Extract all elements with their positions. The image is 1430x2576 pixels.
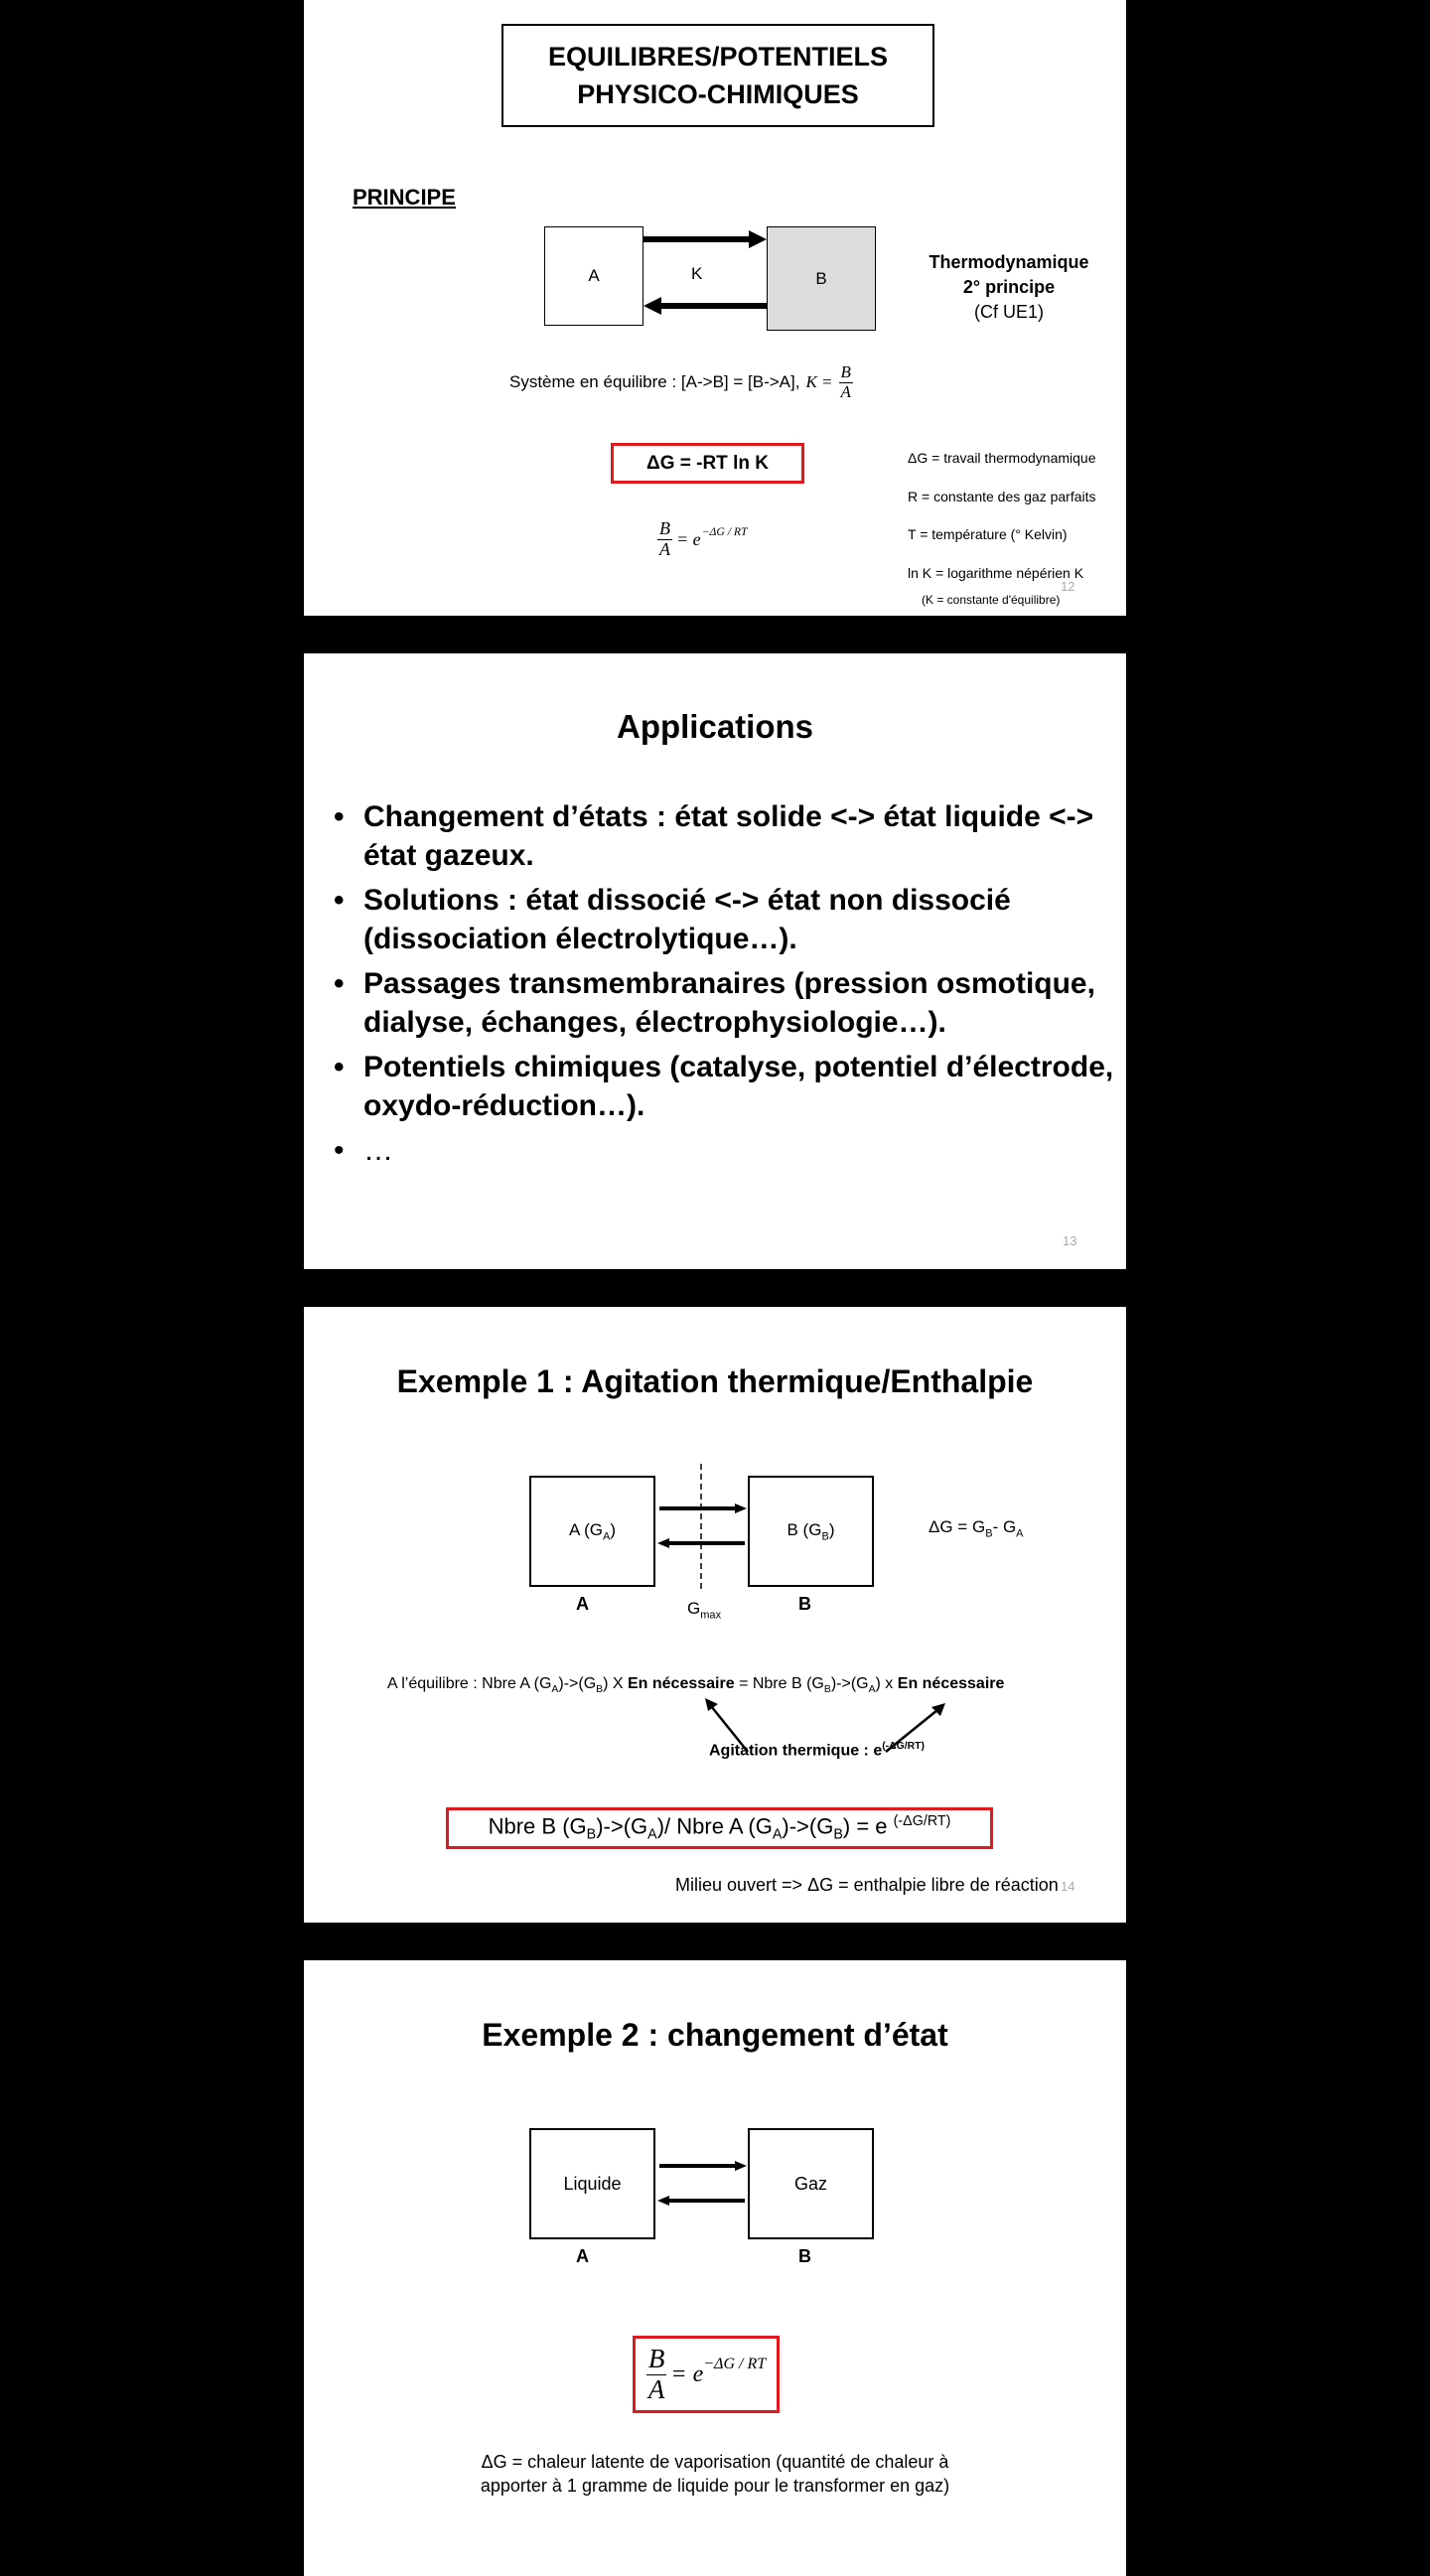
page-number: 13 <box>1063 1233 1077 1248</box>
exp-exponent: −ΔG / RT <box>701 524 748 538</box>
thermo-line-3: (Cf UE1) <box>973 302 1044 322</box>
list-item: • … <box>334 1131 1118 1170</box>
equilibre-statement: A l’équilibre : Nbre A $(G_A)->(G_B)$ X En nécessaire = Nbre B $(G_B)->(G_A)$ x En nécessaire <box>387 1675 1005 1696</box>
exp-rhs: = e <box>670 2361 704 2387</box>
thermo-line-1: Thermodynamique <box>929 252 1089 272</box>
chaleur-latente <box>304 2450 1126 2498</box>
ratio-formula-box <box>446 1807 993 1849</box>
thermo-line-2: 2° principe <box>962 277 1056 297</box>
legend-ln-k: ln K = logarithme népérien K <box>908 565 1084 581</box>
label-a: A <box>576 1594 589 1614</box>
agitation-thermique: Agitation thermique : $e^{(-\Delta G/RT)}$ <box>709 1741 925 1760</box>
arrow-backward-head <box>657 2196 669 2206</box>
exp-frac-num: B <box>659 518 670 538</box>
box-liquide-label: Liquide <box>563 2173 622 2194</box>
box-b-label: B <box>815 268 827 288</box>
box-gaz-label: Gaz <box>793 2173 827 2194</box>
box-a-label: A <box>588 266 600 285</box>
box-a <box>544 226 644 326</box>
ratio-formula: Nbre B $(G_B)->(G_A)/$ Nbre A $(G_A)->(G_B) = e$ $^{(-\Delta G/RT)}$ <box>488 1813 951 1843</box>
list-item: • Solutions : état dissocié <-> état non dissocié (dissociation électrolytique…). <box>334 881 1118 958</box>
box-a-ga-label: A $(G_A)$ <box>568 1519 617 1543</box>
k-label: K <box>691 264 703 283</box>
k-frac-den: A <box>840 381 851 401</box>
list-item: • Changement d’états : état solide <-> état liquide <-> état gazeux. <box>334 797 1118 875</box>
k-fraction <box>839 363 853 401</box>
principe-heading: PRINCIPE <box>353 185 456 210</box>
gmax-label: $G_{max}$ <box>687 1599 722 1622</box>
exp-exponent: −ΔG / RT <box>703 2356 767 2372</box>
title-line-1: EQUILIBRES/POTENTIELS <box>547 42 889 72</box>
equilibre-text: Système en équilibre : [A->B] = [B->A], <box>509 372 800 392</box>
box-b <box>767 226 876 331</box>
delta-g-formula: ΔG = -RT ln K <box>646 452 769 474</box>
legend-k-note: (K = constante d'équilibre) <box>922 593 1061 607</box>
list-item: • Passages transmembranaires (pression osmotique, dialyse, échanges, électrophysiologie…). <box>334 964 1118 1042</box>
box-gaz <box>748 2128 874 2239</box>
exp-fraction <box>657 519 672 560</box>
exp-formula-box <box>633 2336 780 2413</box>
exp-frac-num: B <box>647 2343 665 2373</box>
exp-rhs: = e <box>676 528 701 549</box>
box-b-gb <box>748 1476 874 1587</box>
thermo-note <box>910 250 1108 325</box>
arrow-backward-head <box>657 1538 669 1548</box>
slide-exemple-1 <box>304 1307 1126 1923</box>
applications-list <box>334 797 1118 1176</box>
title-box <box>501 24 934 127</box>
page-number: 12 <box>1061 579 1075 594</box>
equilibrium-arrows <box>644 226 767 326</box>
arrow-backward-head <box>644 297 661 315</box>
legend-t: T = température (° Kelvin) <box>908 526 1068 542</box>
exemple2-title: Exemple 2 : changement d’état <box>482 2017 948 2053</box>
arrow-forward-head <box>735 1503 747 1513</box>
slide-applications <box>304 653 1126 1269</box>
box-b-gb-label: B $(G_B)$ <box>786 1519 835 1543</box>
list-item: • Potentiels chimiques (catalyse, potentiel d’électrode, oxydo-réduction…). <box>334 1048 1118 1125</box>
transition-arrows <box>655 1464 748 1591</box>
slide-equilibres <box>304 0 1126 616</box>
k-eq-lhs: K = <box>805 372 833 392</box>
k-frac-num: B <box>840 362 851 381</box>
exemple1-title: Exemple 1 : Agitation thermique/Enthalpie <box>396 1363 1034 1399</box>
slide-exemple-2 <box>304 1960 1126 2576</box>
chaleur-line-1: ΔG = chaleur latente de vaporisation (quantité de chaleur à <box>481 2452 949 2472</box>
exp-fraction <box>646 2345 667 2404</box>
arrow-forward-head <box>735 2161 747 2171</box>
label-b: B <box>798 2246 811 2266</box>
legend-r: R = constante des gaz parfaits <box>908 489 1096 504</box>
equilibre-line <box>509 363 853 401</box>
exp-frac-den: A <box>647 2373 665 2404</box>
arrow-forward-head <box>749 230 767 248</box>
label-a: A <box>576 2246 589 2266</box>
arrow-left-head <box>705 1698 718 1711</box>
delta-g-difference: $\Delta G = G_B-$ $G_A$ <box>929 1517 1024 1540</box>
phase-arrows <box>655 2128 748 2239</box>
exp-frac-den: A <box>659 538 670 559</box>
applications-title: Applications <box>616 708 814 745</box>
box-a-ga <box>529 1476 655 1587</box>
legend-delta-g: ΔG = travail thermodynamique <box>908 450 1096 466</box>
delta-g-formula-box <box>611 443 804 484</box>
chaleur-line-2: apporter à 1 gramme de liquide pour le transformer en gaz) <box>480 2476 950 2496</box>
milieu-ouvert: Milieu ouvert => ΔG = enthalpie libre de réaction <box>675 1875 1059 1895</box>
box-liquide <box>529 2128 655 2239</box>
exp-formula <box>657 519 748 560</box>
label-b: B <box>798 1594 811 1614</box>
page-number: 14 <box>1061 1879 1075 1894</box>
title-line-2: PHYSICO-CHIMIQUES <box>577 79 859 109</box>
